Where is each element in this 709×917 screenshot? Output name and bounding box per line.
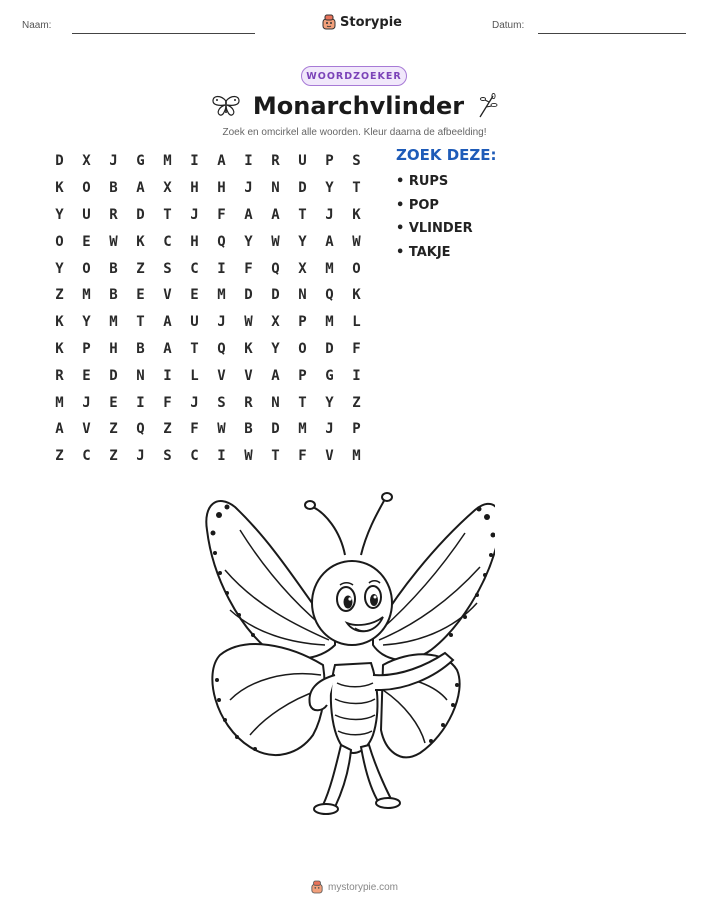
grid-letter[interactable]: T bbox=[271, 448, 280, 465]
grid-letter[interactable]: Z bbox=[352, 394, 361, 411]
grid-letter[interactable]: Q bbox=[325, 287, 334, 304]
grid-letter[interactable]: E bbox=[190, 287, 199, 304]
grid-letter[interactable]: I bbox=[163, 367, 172, 384]
grid-letter[interactable]: O bbox=[82, 260, 91, 277]
grid-row bbox=[46, 228, 370, 255]
grid-row bbox=[46, 362, 370, 389]
grid-letter[interactable]: T bbox=[163, 206, 172, 223]
grid-letter[interactable]: T bbox=[298, 394, 307, 411]
grid-letter[interactable]: E bbox=[82, 367, 91, 384]
name-label: Naam: bbox=[22, 20, 52, 31]
grid-letter[interactable]: E bbox=[136, 287, 145, 304]
grid-letter[interactable]: J bbox=[325, 421, 334, 438]
grid-letter[interactable]: Z bbox=[55, 287, 64, 304]
grid-letter[interactable]: Y bbox=[298, 233, 307, 250]
grid-letter[interactable]: I bbox=[217, 260, 226, 277]
grid-letter[interactable]: L bbox=[190, 367, 199, 384]
date-line[interactable] bbox=[538, 33, 686, 34]
grid-letter[interactable]: F bbox=[217, 206, 226, 223]
grid-letter[interactable]: M bbox=[325, 314, 334, 331]
grid-letter[interactable]: E bbox=[82, 233, 91, 250]
grid-letter[interactable]: R bbox=[55, 367, 64, 384]
grid-letter[interactable]: I bbox=[190, 153, 199, 170]
grid-letter[interactable]: X bbox=[298, 260, 307, 277]
grid-letter[interactable]: K bbox=[55, 180, 64, 197]
grid-letter[interactable]: D bbox=[109, 367, 118, 384]
instructions: Zoek en omcirkel alle woorden. Kleur daarna de afbeelding! bbox=[222, 127, 487, 138]
grid-letter[interactable]: N bbox=[271, 394, 280, 411]
grid-letter[interactable]: S bbox=[163, 260, 172, 277]
grid-letter[interactable]: K bbox=[55, 314, 64, 331]
grid-letter[interactable]: S bbox=[352, 153, 361, 170]
grid-letter[interactable]: P bbox=[82, 340, 91, 357]
grid-letter[interactable]: H bbox=[217, 180, 226, 197]
grid-letter[interactable]: Y bbox=[325, 180, 334, 197]
grid-letter[interactable]: N bbox=[136, 367, 145, 384]
grid-row bbox=[46, 255, 370, 282]
grid-letter[interactable]: T bbox=[352, 180, 361, 197]
grid-letter[interactable]: A bbox=[163, 314, 172, 331]
butterfly-coloring-illustration bbox=[195, 485, 495, 830]
grid-letter[interactable]: B bbox=[244, 421, 253, 438]
butterfly-icon bbox=[211, 95, 241, 117]
grid-letter[interactable]: K bbox=[244, 340, 253, 357]
grid-letter[interactable]: Q bbox=[217, 233, 226, 250]
grid-letter[interactable]: M bbox=[217, 287, 226, 304]
grid-letter[interactable]: M bbox=[298, 421, 307, 438]
grid-letter[interactable]: G bbox=[136, 153, 145, 170]
grid-row bbox=[46, 282, 370, 309]
grid-letter[interactable]: J bbox=[82, 394, 91, 411]
grid-letter[interactable]: U bbox=[298, 153, 307, 170]
grid-letter[interactable]: T bbox=[298, 206, 307, 223]
grid-letter[interactable]: V bbox=[82, 421, 91, 438]
word-item: • TAKJE bbox=[396, 244, 451, 260]
grid-letter[interactable]: B bbox=[136, 340, 145, 357]
grid-letter[interactable]: A bbox=[136, 180, 145, 197]
footer-url: mystorypie.com bbox=[327, 881, 398, 893]
grid-letter[interactable]: K bbox=[136, 233, 145, 250]
grid-letter[interactable]: A bbox=[55, 421, 64, 438]
grid-letter[interactable]: M bbox=[55, 394, 64, 411]
grid-letter[interactable]: M bbox=[109, 314, 118, 331]
storypie-mascot-icon bbox=[311, 880, 323, 894]
grid-letter[interactable]: H bbox=[109, 340, 118, 357]
grid-letter[interactable]: Z bbox=[136, 260, 145, 277]
grid-letter[interactable]: K bbox=[55, 340, 64, 357]
grid-letter[interactable]: J bbox=[190, 206, 199, 223]
grid-letter[interactable]: Y bbox=[244, 233, 253, 250]
grid-letter[interactable]: P bbox=[325, 153, 334, 170]
grid-letter[interactable]: Z bbox=[55, 448, 64, 465]
grid-letter[interactable]: W bbox=[244, 448, 253, 465]
grid-letter[interactable]: M bbox=[82, 287, 91, 304]
grid-letter[interactable]: T bbox=[190, 340, 199, 357]
grid-letter[interactable]: P bbox=[352, 421, 361, 438]
grid-row bbox=[46, 336, 370, 363]
grid-letter[interactable]: A bbox=[325, 233, 334, 250]
grid-letter[interactable]: W bbox=[352, 233, 361, 250]
grid-letter[interactable]: D bbox=[271, 287, 280, 304]
grid-letter[interactable]: R bbox=[109, 206, 118, 223]
grid-letter[interactable]: J bbox=[136, 448, 145, 465]
grid-letter[interactable]: A bbox=[271, 367, 280, 384]
grid-letter[interactable]: U bbox=[190, 314, 199, 331]
grid-letter[interactable]: V bbox=[217, 367, 226, 384]
grid-letter[interactable]: D bbox=[271, 421, 280, 438]
grid-letter[interactable]: X bbox=[82, 153, 91, 170]
grid-letter[interactable]: J bbox=[109, 153, 118, 170]
grid-letter[interactable]: S bbox=[217, 394, 226, 411]
grid-letter[interactable]: I bbox=[217, 448, 226, 465]
grid-letter[interactable]: M bbox=[163, 153, 172, 170]
category-badge: WOORDZOEKER bbox=[301, 66, 407, 86]
brand-logo bbox=[322, 14, 402, 30]
grid-letter[interactable]: G bbox=[325, 367, 334, 384]
grid-letter[interactable]: P bbox=[298, 314, 307, 331]
brand-name: Storypie bbox=[340, 14, 402, 30]
storypie-mascot-icon bbox=[322, 14, 336, 30]
date-label: Datum: bbox=[492, 20, 525, 31]
word-list bbox=[396, 146, 497, 268]
grid-letter[interactable]: F bbox=[163, 394, 172, 411]
grid-letter[interactable]: O bbox=[352, 260, 361, 277]
grid-letter[interactable]: D bbox=[136, 206, 145, 223]
grid-letter[interactable]: D bbox=[298, 180, 307, 197]
grid-letter[interactable]: D bbox=[244, 287, 253, 304]
grid-letter[interactable]: D bbox=[55, 153, 64, 170]
word-search-grid bbox=[46, 148, 370, 470]
grid-letter[interactable]: K bbox=[352, 287, 361, 304]
grid-letter[interactable]: C bbox=[190, 448, 199, 465]
word-list-title: ZOEK DEZE: bbox=[396, 146, 497, 164]
grid-letter[interactable]: Y bbox=[55, 260, 64, 277]
grid-letter[interactable]: H bbox=[190, 233, 199, 250]
word-item: • POP bbox=[396, 197, 439, 213]
grid-letter[interactable]: B bbox=[109, 260, 118, 277]
grid-letter[interactable]: B bbox=[109, 287, 118, 304]
grid-letter[interactable]: R bbox=[271, 153, 280, 170]
title-row bbox=[0, 92, 709, 120]
grid-letter[interactable]: N bbox=[298, 287, 307, 304]
grid-letter[interactable]: Q bbox=[136, 421, 145, 438]
grid-letter[interactable]: P bbox=[298, 367, 307, 384]
grid-letter[interactable]: N bbox=[271, 180, 280, 197]
grid-letter[interactable]: V bbox=[244, 367, 253, 384]
grid-letter[interactable]: O bbox=[82, 180, 91, 197]
grid-row bbox=[46, 202, 370, 229]
grid-letter[interactable]: F bbox=[244, 260, 253, 277]
grid-letter[interactable]: R bbox=[244, 394, 253, 411]
grid-letter[interactable]: A bbox=[271, 206, 280, 223]
grid-letter[interactable]: A bbox=[163, 340, 172, 357]
grid-letter[interactable]: J bbox=[325, 206, 334, 223]
grid-letter[interactable]: Z bbox=[109, 448, 118, 465]
word-item: • VLINDER bbox=[396, 221, 473, 236]
grid-letter[interactable]: I bbox=[136, 394, 145, 411]
grid-letter[interactable]: M bbox=[352, 448, 361, 465]
name-line[interactable] bbox=[72, 33, 255, 34]
grid-letter[interactable]: B bbox=[109, 180, 118, 197]
grid-letter[interactable]: U bbox=[82, 206, 91, 223]
grid-letter[interactable]: S bbox=[163, 448, 172, 465]
grid-row bbox=[46, 443, 370, 470]
grid-letter[interactable]: Z bbox=[163, 421, 172, 438]
footer bbox=[0, 880, 709, 894]
grid-letter[interactable]: T bbox=[136, 314, 145, 331]
grid-row bbox=[46, 389, 370, 416]
grid-row bbox=[46, 416, 370, 443]
grid-letter[interactable]: Z bbox=[109, 421, 118, 438]
grid-letter[interactable]: V bbox=[325, 448, 334, 465]
grid-letter[interactable]: V bbox=[163, 287, 172, 304]
grid-letter[interactable]: Q bbox=[271, 260, 280, 277]
grid-letter[interactable]: F bbox=[298, 448, 307, 465]
grid-letter[interactable]: Y bbox=[55, 206, 64, 223]
grid-letter[interactable]: Y bbox=[271, 340, 280, 357]
grid-letter[interactable]: J bbox=[190, 394, 199, 411]
grid-letter[interactable]: O bbox=[298, 340, 307, 357]
grid-letter[interactable]: I bbox=[352, 367, 361, 384]
grid-letter[interactable]: K bbox=[352, 206, 361, 223]
grid-letter[interactable]: A bbox=[244, 206, 253, 223]
grid-letter[interactable]: J bbox=[244, 180, 253, 197]
grid-letter[interactable]: W bbox=[271, 233, 280, 250]
grid-row bbox=[46, 309, 370, 336]
grid-letter[interactable]: X bbox=[163, 180, 172, 197]
grid-letter[interactable]: L bbox=[352, 314, 361, 331]
grid-letter[interactable]: W bbox=[244, 314, 253, 331]
grid-letter[interactable]: Q bbox=[217, 340, 226, 357]
grid-letter[interactable]: I bbox=[244, 153, 253, 170]
grid-letter[interactable]: Y bbox=[325, 394, 334, 411]
grid-letter[interactable]: F bbox=[190, 421, 199, 438]
grid-letter[interactable]: D bbox=[325, 340, 334, 357]
grid-letter[interactable]: H bbox=[190, 180, 199, 197]
grid-letter[interactable]: W bbox=[109, 233, 118, 250]
word-item: • RUPS bbox=[396, 174, 449, 189]
grid-letter[interactable]: O bbox=[55, 233, 64, 250]
grid-letter[interactable]: C bbox=[163, 233, 172, 250]
grid-row bbox=[46, 175, 370, 202]
grid-letter[interactable]: F bbox=[352, 340, 361, 357]
grid-letter[interactable]: X bbox=[271, 314, 280, 331]
twig-icon bbox=[476, 93, 498, 119]
grid-letter[interactable]: W bbox=[217, 421, 226, 438]
grid-letter[interactable]: Y bbox=[82, 314, 91, 331]
grid-letter[interactable]: C bbox=[82, 448, 91, 465]
page-title: Monarchvlinder bbox=[252, 92, 465, 120]
grid-letter[interactable]: C bbox=[190, 260, 199, 277]
grid-letter[interactable]: M bbox=[325, 260, 334, 277]
grid-letter[interactable]: E bbox=[109, 394, 118, 411]
grid-letter[interactable]: A bbox=[217, 153, 226, 170]
grid-letter[interactable]: J bbox=[217, 314, 226, 331]
grid-row bbox=[46, 148, 370, 175]
